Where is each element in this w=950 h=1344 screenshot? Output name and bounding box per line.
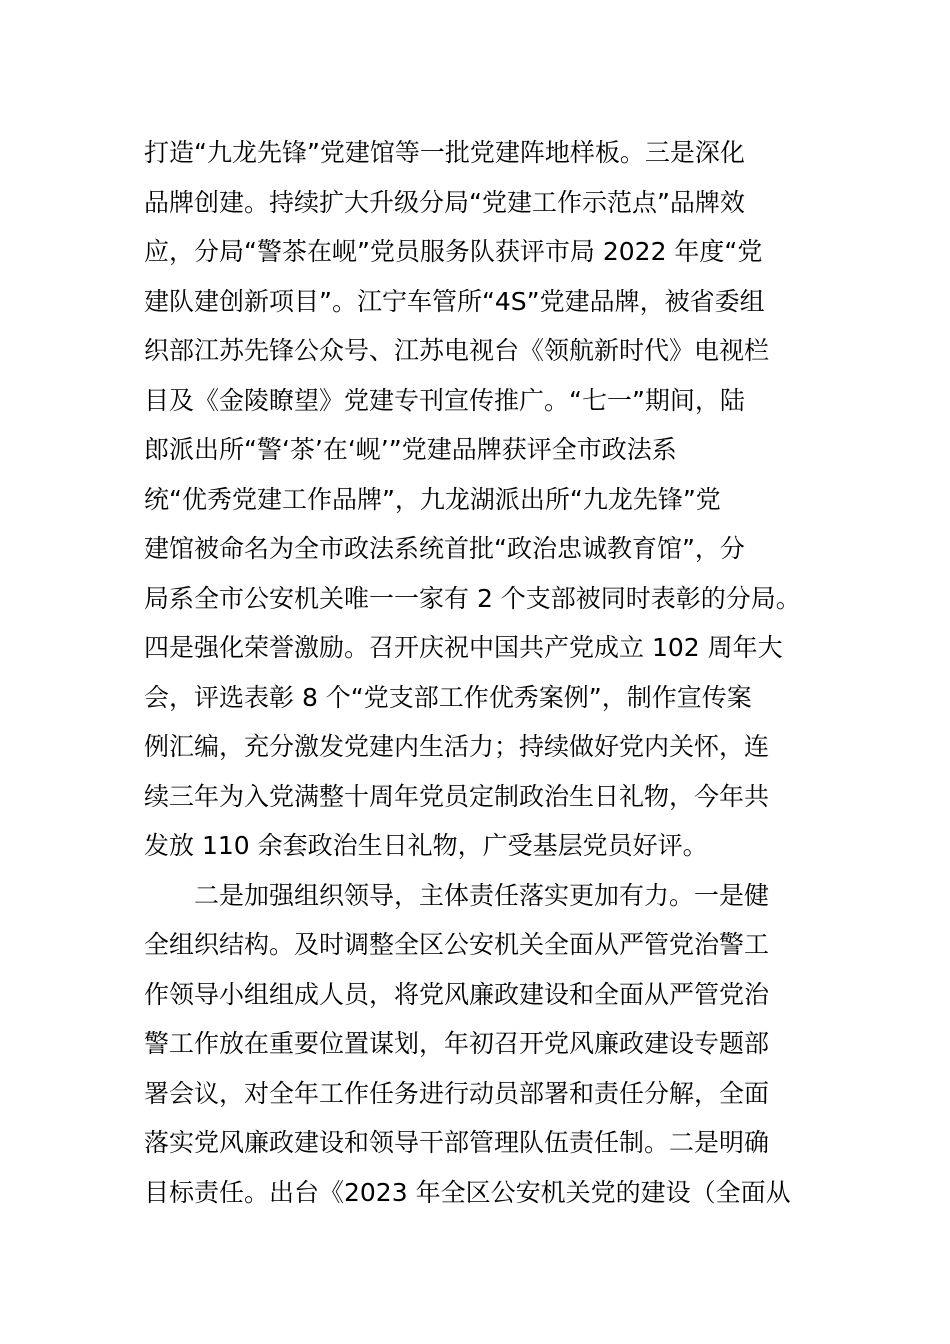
- text-line: 局系全市公安机关唯一一家有 2 个支部被同时表彰的分局。: [144, 583, 801, 613]
- text-line: 例汇编，充分激发党建内生活力；持续做好党内关怀，连: [144, 732, 770, 761]
- text-line: 全组织结构。及时调整全区公安机关全面从严管党治警工: [144, 930, 770, 959]
- text-line: 警工作放在重要位置谋划，年初召开党风廉政建设专题部: [144, 1029, 770, 1058]
- text-line: 郎派出所“警‘茶’在‘岘’”党建品牌获评全市政法系: [144, 435, 677, 464]
- text-line: 四是强化荣誉激励。召开庆祝中国共产党成立 102 周年大: [144, 633, 783, 662]
- text-line: 续三年为入党满整十周年党员定制政治生日礼物，今年共: [144, 781, 770, 811]
- text-line: 会，评选表彰 8 个“党支部工作优秀案例”，制作宣传案: [144, 682, 752, 712]
- text-line: 打造“九龙先锋”党建馆等一批党建阵地样板。三是深化: [144, 138, 745, 167]
- text-line: 织部江苏先锋公众号、江苏电视台《领航新时代》电视栏: [144, 336, 770, 365]
- text-line: 建队建创新项目”。江宁车管所“4S”党建品牌，被省委组: [144, 286, 765, 316]
- text-line: 建馆被命名为全市政法系统首批“政治忠诚教育馆”，分: [144, 534, 745, 563]
- text-line: 统“优秀党建工作品牌”，九龙湖派出所“九龙先锋”党: [144, 484, 721, 514]
- text-line: 落实党风廉政建设和领导干部管理队伍责任制。二是明确: [144, 1128, 770, 1157]
- body-text: [144, 128, 824, 1217]
- text-line: 作领导小组组成人员，将党风廉政建设和全面从严管党治: [144, 979, 770, 1009]
- text-line: 品牌创建。持续扩大升级分局“党建工作示范点”品牌效: [144, 187, 745, 217]
- text-line: 目及《金陵瞭望》党建专刊宣传推广。“七一”期间，陆: [144, 385, 745, 415]
- text-line: 应，分局“警茶在岘”党员服务队获评市局 2022 年度“党: [144, 237, 763, 266]
- text-line: 目标责任。出台《2023 年全区公安机关党的建设（全面从: [144, 1177, 791, 1207]
- paragraph-start-line: 二是加强组织领导，主体责任落实更加有力。一是健: [144, 880, 770, 910]
- text-line: 署会议，对全年工作任务进行动员部署和责任分解，全面: [144, 1078, 770, 1108]
- text-line: 发放 110 余套政治生日礼物，广受基层党员好评。: [144, 831, 708, 860]
